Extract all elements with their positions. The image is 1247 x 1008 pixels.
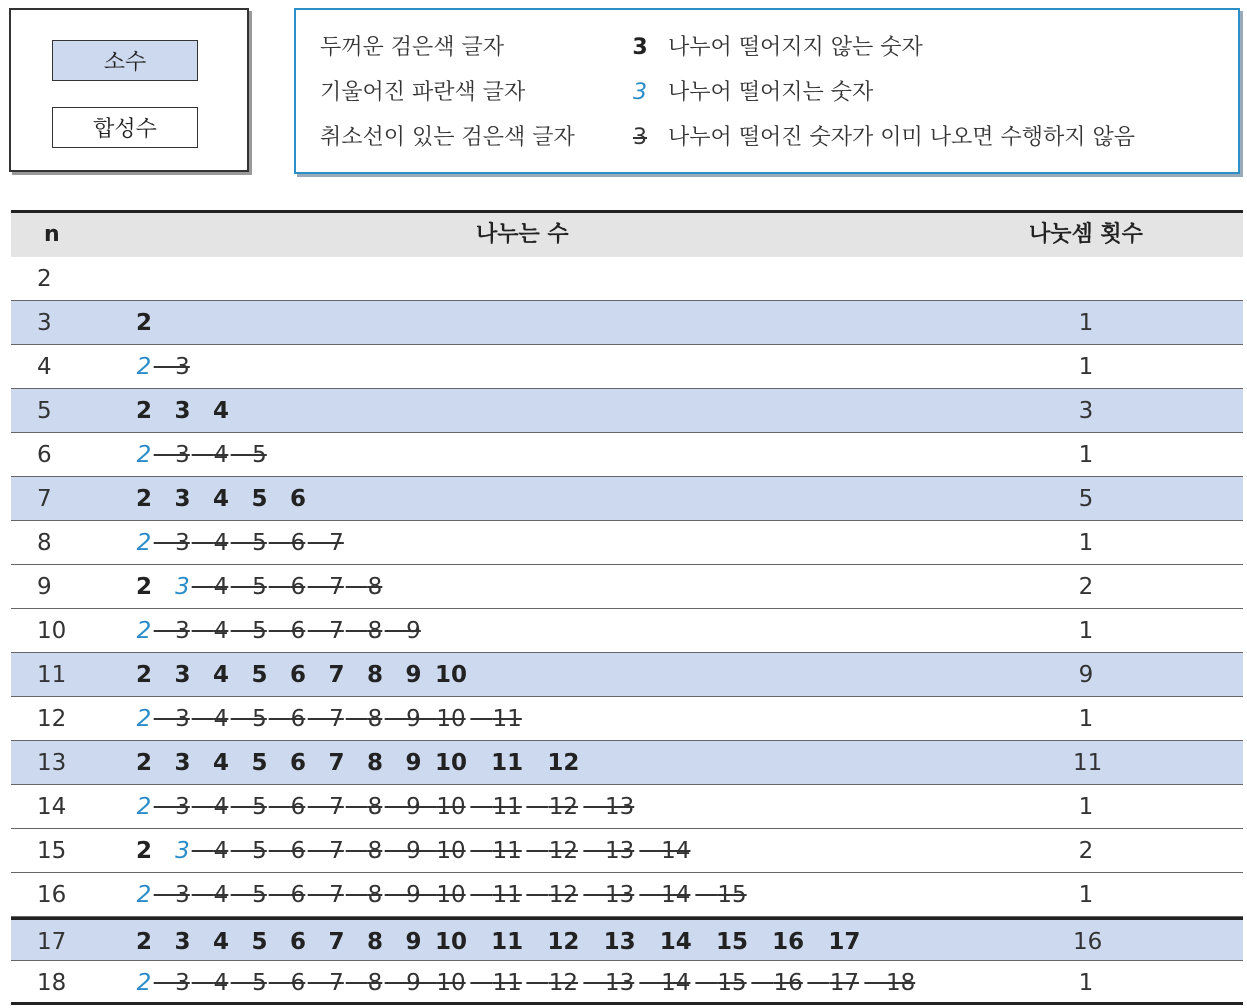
divisor-skipped: 6 [291,521,306,565]
division-table [11,210,1243,1005]
divisor-not-divisible: 2 [135,486,153,512]
category-legend [9,8,249,172]
row-n: 6 [37,442,52,468]
divisor-not-divisible: 3 [174,662,191,688]
table-row [11,917,1243,961]
divisor-skipped: 7 [329,609,344,653]
divisor-skipped: 6 [291,785,306,829]
notation-row-skipped [296,121,1238,155]
divisor-skipped: 15 [717,873,746,917]
divisor-not-divisible: 9 [405,750,422,776]
divisor-skipped: 3 [175,961,190,1005]
divisor-divisible: 2 [136,618,152,644]
divisor-not-divisible: 7 [328,929,345,955]
divisor-skipped: 11 [493,785,522,829]
row-n: 11 [37,662,67,688]
divisor-not-divisible: 12 [547,929,580,955]
divisor-divisible: 2 [136,706,152,732]
row-count: 1 [1078,442,1094,468]
divisor-skipped: 4 [214,565,229,609]
row-count: 1 [1078,882,1094,908]
divisor-skipped: 8 [368,873,383,917]
divisor-skipped: 9 [406,829,421,873]
divisor-not-divisible: 5 [251,929,268,955]
notation-label: 기울어진 파란색 글자 [320,80,526,105]
divisor-skipped: 5 [252,433,267,477]
prime-legend-chip: 소수 [52,40,198,81]
divisor-not-divisible: 6 [289,750,307,776]
divisor-skipped: 8 [368,785,383,829]
divisor-not-divisible: 3 [174,486,191,512]
header-n: n [44,222,60,247]
divisor-skipped: 7 [329,961,344,1005]
divisor-skipped: 6 [291,697,306,741]
table-row [11,829,1243,873]
divisor-not-divisible: 5 [251,486,268,512]
notation-meaning: 나누어 떨어지는 숫자 [668,80,874,105]
table-row [11,301,1243,345]
divisor-skipped: 13 [605,961,634,1005]
divisor-skipped: 5 [252,697,267,741]
divisor-skipped: 7 [329,873,344,917]
divisor-skipped: 13 [605,873,634,917]
table-header [11,210,1243,257]
row-n: 14 [37,794,67,820]
row-count: 1 [1078,706,1094,732]
divisor-skipped: 11 [493,873,522,917]
divisor-not-divisible: 9 [405,929,422,955]
divisor-not-divisible: 3 [174,398,191,424]
header-divisors: 나누는 수 [476,222,569,247]
divisor-skipped: 4 [214,961,229,1005]
notation-sample-italic-blue: 3 [633,80,647,105]
divisor-skipped: 5 [252,873,267,917]
table-row [11,433,1243,477]
row-count: 1 [1078,530,1094,556]
divisor-divisible: 2 [136,794,152,820]
divisor-skipped: 9 [406,961,421,1005]
divisor-skipped: 13 [605,785,634,829]
divisor-not-divisible: 5 [251,662,268,688]
divisor-skipped: 5 [252,609,267,653]
divisor-skipped: 9 [406,785,421,829]
row-n: 7 [37,486,52,512]
row-n: 5 [37,398,52,424]
divisor-skipped: 12 [549,785,578,829]
divisor-not-divisible: 2 [135,398,153,424]
row-count: 16 [1073,929,1103,955]
divisor-skipped: 6 [291,961,306,1005]
divisor-not-divisible: 10 [434,750,468,776]
divisor-skipped: 5 [252,521,267,565]
divisor-not-divisible: 4 [212,929,230,955]
row-n: 3 [37,310,52,336]
divisor-divisible: 2 [136,442,152,468]
divisor-not-divisible: 16 [772,929,805,955]
table-row [11,521,1243,565]
table-row [11,697,1243,741]
row-n: 17 [37,929,67,955]
row-n: 9 [37,574,52,600]
divisor-not-divisible: 4 [212,486,230,512]
divisor-skipped: 5 [252,785,267,829]
notation-label: 두꺼운 검은색 글자 [320,35,505,60]
divisor-skipped: 8 [368,609,383,653]
divisor-skipped: 3 [175,345,190,389]
divisor-not-divisible: 2 [135,662,153,688]
divisor-not-divisible: 5 [251,750,268,776]
divisor-not-divisible: 12 [547,750,580,776]
row-n: 8 [37,530,52,556]
divisor-skipped: 5 [252,829,267,873]
notation-label: 취소선이 있는 검은색 글자 [320,125,575,150]
row-n: 16 [37,882,67,908]
row-count: 3 [1078,398,1094,424]
divisor-skipped: 14 [661,829,690,873]
table-row [11,477,1243,521]
divisor-not-divisible: 15 [715,929,749,955]
divisor-not-divisible: 11 [491,929,524,955]
divisor-skipped: 16 [774,961,803,1005]
divisor-skipped: 3 [175,433,190,477]
row-n: 18 [37,970,67,996]
table-row [11,257,1243,301]
table-row [11,873,1243,917]
divisor-not-divisible: 2 [135,838,153,864]
row-n: 13 [37,750,67,776]
divisor-not-divisible: 7 [328,750,345,776]
table-body [11,257,1243,1005]
divisor-skipped: 7 [329,829,344,873]
divisor-divisible: 2 [136,970,152,996]
divisor-not-divisible: 2 [135,574,153,600]
row-count: 1 [1078,354,1094,380]
row-count: 1 [1078,310,1094,336]
divisor-skipped: 7 [329,521,344,565]
divisor-skipped: 7 [329,565,344,609]
divisor-not-divisible: 6 [289,486,307,512]
divisor-skipped: 3 [175,873,190,917]
divisor-skipped: 10 [436,785,465,829]
divisor-divisible: 2 [136,530,152,556]
notation-meaning: 나누어 떨어지지 않는 숫자 [668,35,923,60]
divisor-not-divisible: 14 [659,929,692,955]
row-n: 2 [37,266,52,292]
divisor-skipped: 8 [368,697,383,741]
row-n: 10 [37,618,67,644]
divisor-skipped: 4 [214,433,229,477]
row-count: 11 [1073,750,1103,776]
divisor-skipped: 14 [661,873,690,917]
divisor-not-divisible: 10 [434,662,468,688]
divisor-skipped: 3 [175,609,190,653]
divisor-skipped: 11 [493,961,522,1005]
row-count: 2 [1078,574,1094,600]
divisor-skipped: 4 [214,521,229,565]
divisor-skipped: 7 [329,697,344,741]
table-row [11,565,1243,609]
divisor-divisible: 2 [136,354,152,380]
divisor-skipped: 13 [605,829,634,873]
row-count: 1 [1078,970,1094,996]
divisor-not-divisible: 8 [366,750,384,776]
divisor-skipped: 3 [175,521,190,565]
divisor-not-divisible: 6 [289,929,307,955]
divisor-not-divisible: 8 [366,929,384,955]
table-row [11,345,1243,389]
header-count: 나눗셈 횟수 [1029,222,1143,247]
divisor-skipped: 7 [329,785,344,829]
divisor-skipped: 4 [214,873,229,917]
divisor-skipped: 11 [493,829,522,873]
notation-sample-bold: 3 [632,35,648,60]
divisor-skipped: 5 [252,961,267,1005]
composite-legend-chip: 합성수 [52,107,198,148]
divisor-skipped: 6 [291,873,306,917]
notation-meaning: 나누어 떨어진 숫자가 이미 나오면 수행하지 않음 [668,125,1136,150]
row-n: 12 [37,706,67,732]
divisor-skipped: 9 [406,697,421,741]
divisor-skipped: 10 [436,961,465,1005]
notation-sample-strikethrough: 3 [633,125,647,150]
table-row [11,741,1243,785]
divisor-not-divisible: 6 [289,662,307,688]
divisor-skipped: 9 [406,609,421,653]
divisor-not-divisible: 2 [135,929,153,955]
divisor-skipped: 15 [717,961,746,1005]
divisor-skipped: 4 [214,609,229,653]
row-count: 1 [1078,794,1094,820]
divisor-skipped: 12 [549,829,578,873]
divisor-not-divisible: 2 [135,750,153,776]
table-row [11,785,1243,829]
divisor-skipped: 12 [549,961,578,1005]
divisor-not-divisible: 13 [603,929,636,955]
row-n: 4 [37,354,52,380]
row-count: 9 [1078,662,1094,688]
divisor-divisible: 3 [175,838,190,864]
divisor-skipped: 10 [436,697,465,741]
divisor-skipped: 11 [493,697,522,741]
divisor-skipped: 8 [368,829,383,873]
table-row [11,609,1243,653]
notation-legend [294,8,1240,174]
divisor-not-divisible: 4 [212,398,230,424]
row-n: 15 [37,838,67,864]
notation-row-divisible [296,76,1238,110]
divisor-skipped: 8 [368,961,383,1005]
table-row [11,961,1243,1005]
divisor-not-divisible: 4 [212,662,230,688]
divisor-not-divisible: 8 [366,662,384,688]
divisor-not-divisible: 9 [405,662,422,688]
divisor-not-divisible: 10 [434,929,468,955]
divisor-skipped: 4 [214,697,229,741]
row-count: 1 [1078,618,1094,644]
divisor-not-divisible: 4 [212,750,230,776]
divisor-not-divisible: 11 [491,750,524,776]
divisor-skipped: 10 [436,873,465,917]
divisor-skipped: 8 [368,565,383,609]
divisor-skipped: 9 [406,873,421,917]
divisor-skipped: 4 [214,829,229,873]
divisor-skipped: 3 [175,697,190,741]
table-row [11,653,1243,697]
divisor-skipped: 18 [886,961,915,1005]
divisor-skipped: 6 [291,609,306,653]
divisor-not-divisible: 3 [174,929,191,955]
divisor-not-divisible: 3 [174,750,191,776]
divisor-skipped: 4 [214,785,229,829]
divisor-not-divisible: 17 [828,929,861,955]
divisor-skipped: 14 [661,961,690,1005]
divisor-skipped: 5 [252,565,267,609]
divisor-divisible: 2 [136,882,152,908]
divisor-divisible: 3 [175,574,190,600]
divisor-skipped: 3 [175,785,190,829]
divisor-skipped: 12 [549,873,578,917]
divisor-skipped: 17 [830,961,859,1005]
table-row [11,389,1243,433]
divisor-not-divisible: 2 [135,310,153,336]
row-count: 2 [1078,838,1094,864]
divisor-skipped: 6 [291,829,306,873]
row-count: 5 [1078,486,1094,512]
notation-row-not-divisible [296,31,1238,65]
divisor-not-divisible: 7 [328,662,345,688]
divisor-skipped: 10 [436,829,465,873]
divisor-skipped: 6 [291,565,306,609]
